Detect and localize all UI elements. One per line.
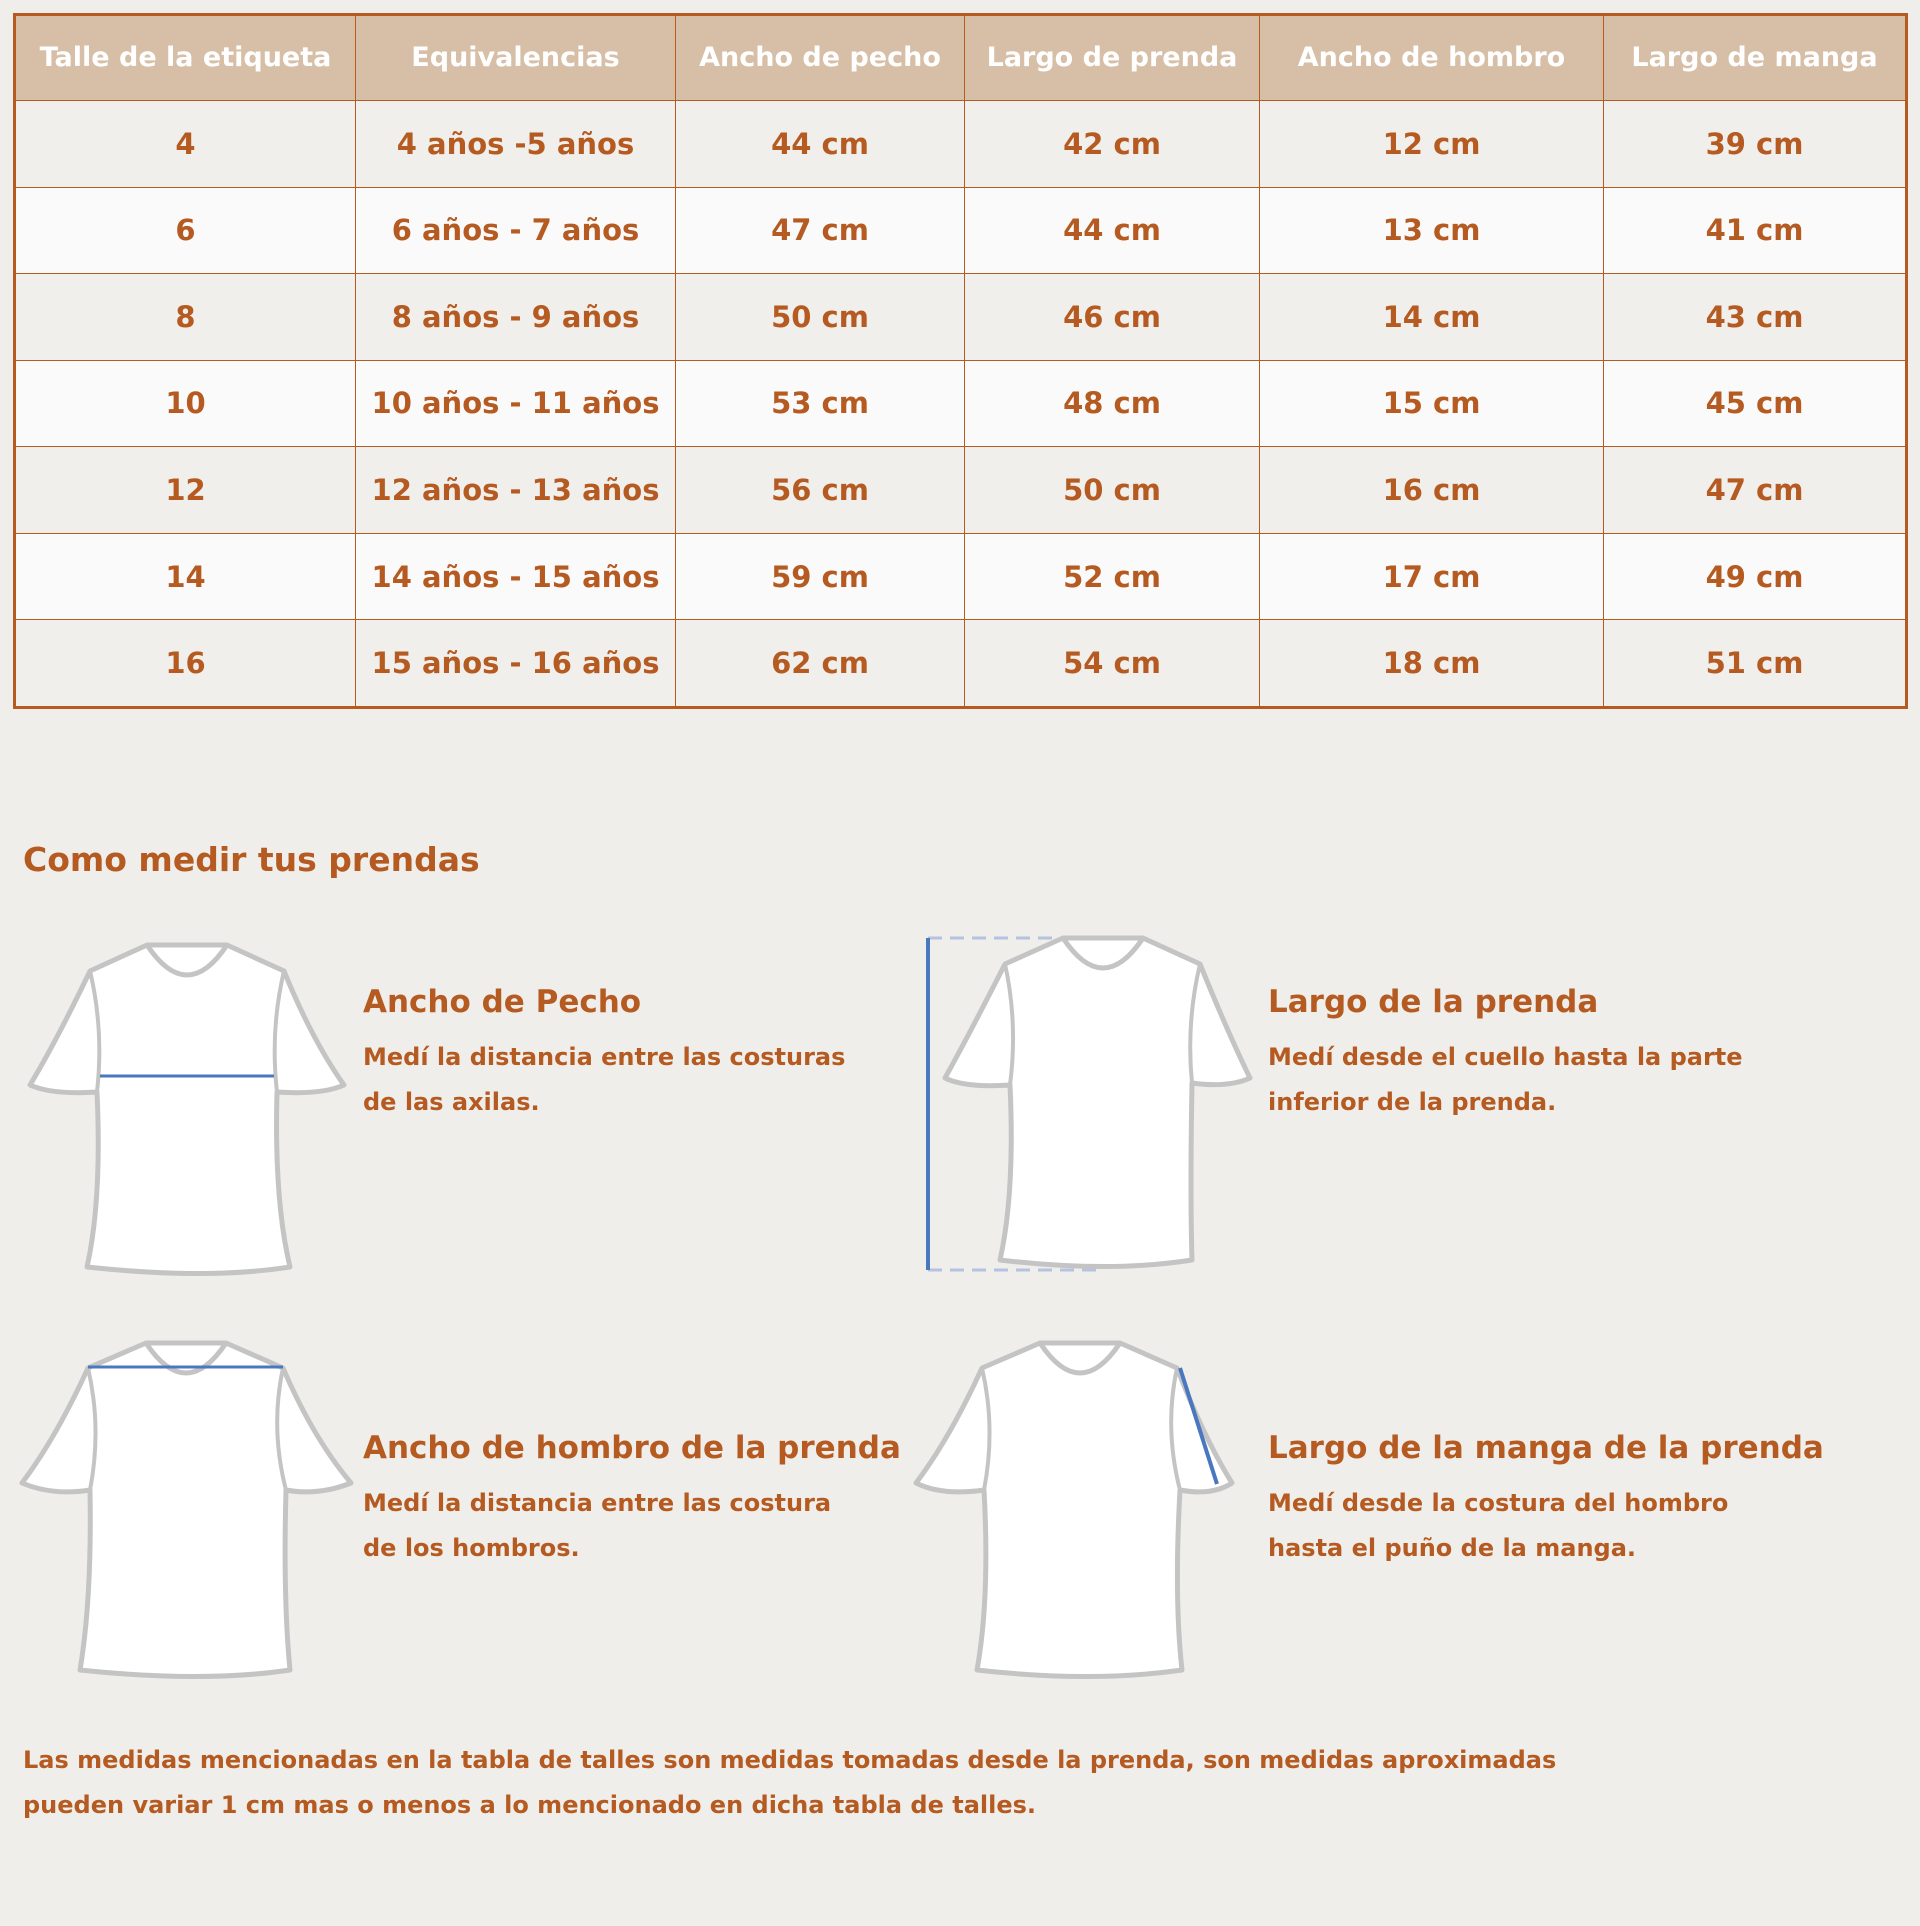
tshirt-chest-width-illustration — [22, 940, 352, 1290]
cell-length: 52 cm — [965, 533, 1260, 620]
info-description: Medí desde el cuello hasta la parte inferior de la prenda. — [1268, 1043, 1743, 1116]
tshirt-outline — [916, 1343, 1232, 1677]
table-row — [15, 101, 1907, 188]
table-header-row — [15, 15, 1907, 101]
cell-length: 50 cm — [965, 447, 1260, 534]
cell-shoulder: 18 cm — [1260, 620, 1604, 708]
tshirt-outline — [945, 938, 1250, 1267]
table-row — [15, 360, 1907, 447]
cell-length: 46 cm — [965, 274, 1260, 361]
measure-guide-title: Como medir tus prendas — [23, 840, 480, 879]
footer-note — [23, 1738, 1823, 1828]
cell-length: 48 cm — [965, 360, 1260, 447]
tshirt-shoulder-width-illustration — [18, 1338, 358, 1688]
cell-shoulder: 13 cm — [1260, 187, 1604, 274]
cell-chest: 47 cm — [676, 187, 965, 274]
cell-shoulder: 14 cm — [1260, 274, 1604, 361]
tshirt-outline — [22, 1343, 351, 1677]
cell-shoulder: 16 cm — [1260, 447, 1604, 534]
info-description: Medí la distancia entre las costura de los hombros. — [363, 1489, 832, 1562]
size-table — [13, 13, 1908, 709]
header-equivalence: Equivalencias — [356, 15, 676, 101]
table-row — [15, 187, 1907, 274]
cell-size: 10 — [15, 360, 356, 447]
info-title: Largo de la manga de la prenda — [1268, 1430, 1824, 1466]
table-row — [15, 447, 1907, 534]
cell-equivalence: 12 años - 13 años — [356, 447, 676, 534]
cell-equivalence: 14 años - 15 años — [356, 533, 676, 620]
cell-chest: 62 cm — [676, 620, 965, 708]
cell-size: 6 — [15, 187, 356, 274]
tshirt-length-illustration — [920, 933, 1260, 1283]
header-chest-width: Ancho de pecho — [676, 15, 965, 101]
info-chest-width — [363, 983, 845, 1125]
info-title: Ancho de Pecho — [363, 984, 642, 1020]
info-sleeve-length — [1268, 1429, 1824, 1571]
cell-size: 4 — [15, 101, 356, 188]
info-description: Medí desde la costura del hombro hasta el puño de la manga. — [1268, 1489, 1729, 1562]
info-title: Largo de la prenda — [1268, 984, 1599, 1020]
header-sleeve-length: Largo de manga — [1604, 15, 1907, 101]
info-title: Ancho de hombro de la prenda — [363, 1430, 901, 1466]
table-row — [15, 274, 1907, 361]
cell-sleeve: 45 cm — [1604, 360, 1907, 447]
cell-equivalence: 10 años - 11 años — [356, 360, 676, 447]
cell-sleeve: 47 cm — [1604, 447, 1907, 534]
cell-chest: 56 cm — [676, 447, 965, 534]
cell-shoulder: 15 cm — [1260, 360, 1604, 447]
cell-chest: 50 cm — [676, 274, 965, 361]
cell-equivalence: 4 años -5 años — [356, 101, 676, 188]
cell-size: 12 — [15, 447, 356, 534]
tshirt-outline — [30, 945, 344, 1274]
info-shoulder-width — [363, 1429, 901, 1571]
table-row — [15, 620, 1907, 708]
cell-length: 54 cm — [965, 620, 1260, 708]
cell-sleeve: 43 cm — [1604, 274, 1907, 361]
cell-length: 44 cm — [965, 187, 1260, 274]
footer-line: pueden variar 1 cm mas o menos a lo mencionado en dicha tabla de talles. — [23, 1791, 1037, 1819]
cell-size: 14 — [15, 533, 356, 620]
cell-sleeve: 41 cm — [1604, 187, 1907, 274]
cell-sleeve: 39 cm — [1604, 101, 1907, 188]
cell-chest: 44 cm — [676, 101, 965, 188]
cell-equivalence: 6 años - 7 años — [356, 187, 676, 274]
cell-sleeve: 51 cm — [1604, 620, 1907, 708]
cell-size: 16 — [15, 620, 356, 708]
cell-size: 8 — [15, 274, 356, 361]
cell-shoulder: 12 cm — [1260, 101, 1604, 188]
table-row — [15, 533, 1907, 620]
info-description: Medí la distancia entre las costuras de las axilas. — [363, 1043, 846, 1116]
cell-equivalence: 8 años - 9 años — [356, 274, 676, 361]
cell-length: 42 cm — [965, 101, 1260, 188]
cell-sleeve: 49 cm — [1604, 533, 1907, 620]
header-garment-length: Largo de prenda — [965, 15, 1260, 101]
cell-chest: 59 cm — [676, 533, 965, 620]
cell-chest: 53 cm — [676, 360, 965, 447]
info-garment-length — [1268, 983, 1743, 1125]
tshirt-sleeve-length-illustration — [912, 1338, 1242, 1688]
header-label-size: Talle de la etiqueta — [15, 15, 356, 101]
cell-equivalence: 15 años - 16 años — [356, 620, 676, 708]
header-shoulder-width: Ancho de hombro — [1260, 15, 1604, 101]
cell-shoulder: 17 cm — [1260, 533, 1604, 620]
footer-line: Las medidas mencionadas en la tabla de talles son medidas tomadas desde la prenda, son medidas aproximadas — [23, 1746, 1557, 1774]
